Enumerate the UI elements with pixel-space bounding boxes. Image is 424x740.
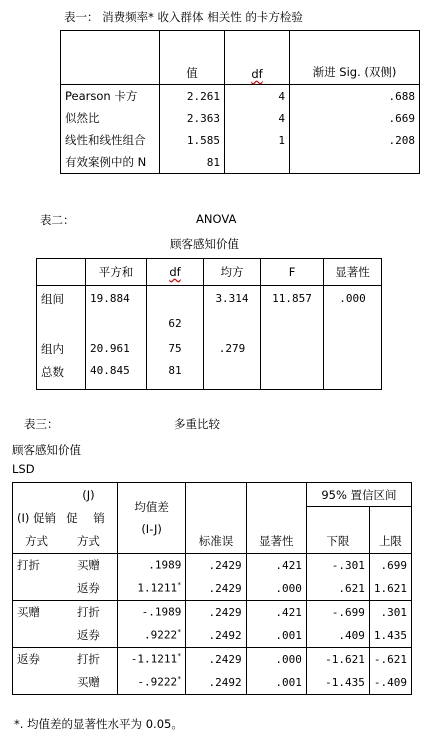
cell-f	[261, 312, 324, 336]
cell-f	[261, 336, 324, 362]
diff-value: .9222	[143, 628, 178, 642]
cell-df	[225, 151, 290, 174]
cell-sig: .421	[246, 600, 306, 624]
diff-star: *	[177, 652, 182, 661]
header-i-top	[13, 483, 61, 507]
table-row	[37, 336, 382, 362]
header-upper: 上限	[369, 507, 411, 554]
diff-value: -1.1211	[130, 652, 178, 666]
cell-sig	[290, 151, 420, 174]
table-row	[13, 577, 412, 601]
cell-sig	[324, 312, 382, 336]
table2-title: ANOVA	[196, 212, 237, 226]
header-empty	[61, 31, 160, 85]
cell-f	[261, 362, 324, 390]
header-i-mark: (I)	[17, 511, 30, 525]
diff-star: *	[177, 628, 182, 637]
cell-diff	[117, 553, 185, 577]
cell-i: 返券	[13, 647, 61, 671]
footnote: *. 均值差的显著性水平为 0.05。	[14, 717, 183, 731]
header-j-char1: 促	[66, 511, 84, 525]
header-empty	[37, 259, 86, 286]
diff-value: -.1989	[141, 605, 182, 619]
row-label: 有效案例中的 N	[61, 151, 160, 174]
chi-square-table	[60, 30, 420, 174]
header-sig: 显著性	[324, 259, 382, 286]
cell-diff	[117, 577, 185, 601]
cell-j: 买赠	[60, 553, 117, 577]
cell-sig: .001	[246, 671, 306, 695]
header-i-line2: 方式	[13, 530, 61, 554]
cell-diff	[117, 624, 185, 648]
cell-df: 1	[225, 129, 290, 151]
header-f: F	[261, 259, 324, 286]
header-mean-diff	[117, 483, 185, 554]
cell-sig: .000	[324, 286, 382, 312]
table-row	[61, 151, 420, 174]
table3-label: 表三：	[24, 417, 59, 431]
header-sig: 渐进 Sig. (双侧)	[290, 31, 420, 85]
cell-se: .2492	[186, 624, 246, 648]
table2-subtitle: 顾客感知价值	[170, 237, 239, 251]
cell-sig: .421	[246, 553, 306, 577]
cell-lower: -1.621	[306, 647, 369, 671]
row-label: 组内	[37, 336, 86, 362]
cell-sig: .000	[246, 647, 306, 671]
multiple-comparisons-table	[12, 482, 412, 695]
cell-se: .2429	[186, 647, 246, 671]
row-label: 组间	[37, 286, 86, 312]
header-j-char2: 销	[93, 511, 111, 525]
header-value: 值	[160, 31, 225, 85]
row-label	[37, 312, 86, 336]
table-row	[13, 647, 412, 671]
cell-value: 2.261	[160, 85, 225, 108]
cell-ms	[204, 362, 261, 390]
header-mean-diff-label: 均值差	[134, 499, 169, 514]
cell-j: 打折	[60, 647, 117, 671]
cell-upper: -.409	[369, 671, 411, 695]
table-row	[37, 312, 382, 336]
cell-df: 75	[147, 336, 204, 362]
header-mean-diff-sub: (I-J)	[141, 521, 162, 536]
cell-df: 4	[225, 107, 290, 129]
cell-ms	[204, 312, 261, 336]
cell-sig	[324, 336, 382, 362]
diff-value: 1.1211	[137, 581, 178, 595]
diff-value: .1989	[148, 558, 182, 572]
cell-j: 返券	[60, 624, 117, 648]
header-i-line1	[13, 507, 61, 530]
header-df: df	[147, 259, 204, 286]
header-se: 标准误	[186, 483, 246, 554]
table-row	[13, 671, 412, 695]
cell-upper: -.621	[369, 647, 411, 671]
cell-upper: 1.621	[369, 577, 411, 601]
cell-i: 买赠	[13, 600, 61, 624]
table-row	[37, 362, 382, 390]
cell-lower: .409	[306, 624, 369, 648]
cell-value: 1.585	[160, 129, 225, 151]
cell-sig: .688	[290, 85, 420, 108]
cell-se: .2429	[186, 577, 246, 601]
table-row	[61, 107, 420, 129]
cell-f: 11.857	[261, 286, 324, 312]
table3-dependent-variable: 顾客感知价值	[12, 443, 81, 457]
cell-upper: 1.435	[369, 624, 411, 648]
cell-sig	[324, 362, 382, 390]
header-j-line1: (J)	[60, 483, 117, 507]
cell-ms: 3.314	[204, 286, 261, 312]
row-label: Pearson 卡方	[61, 85, 160, 108]
cell-value: 81	[160, 151, 225, 174]
cell-sig: .000	[246, 577, 306, 601]
table-header-row	[61, 31, 420, 85]
cell-i	[13, 624, 61, 648]
cell-lower: -.699	[306, 600, 369, 624]
cell-se: .2429	[186, 600, 246, 624]
cell-ss	[86, 312, 147, 336]
cell-upper: .699	[369, 553, 411, 577]
table-row	[37, 286, 382, 312]
table-row	[61, 85, 420, 108]
header-j-line2	[60, 507, 117, 530]
cell-ms: .279	[204, 336, 261, 362]
cell-upper: .301	[369, 600, 411, 624]
row-label: 总数	[37, 362, 86, 390]
cell-diff	[117, 647, 185, 671]
cell-lower: -.301	[306, 553, 369, 577]
cell-j: 返券	[60, 577, 117, 601]
diff-value: -.9222	[137, 675, 178, 689]
cell-diff	[117, 600, 185, 624]
table-row	[13, 553, 412, 577]
table-header-row	[13, 483, 412, 507]
header-sig: 显著性	[246, 483, 306, 554]
cell-lower: .621	[306, 577, 369, 601]
cell-diff	[117, 671, 185, 695]
cell-j: 买赠	[60, 671, 117, 695]
table-row	[13, 624, 412, 648]
header-j-line3: 方式	[60, 530, 117, 554]
cell-ss: 20.961	[86, 336, 147, 362]
table-header-row	[37, 259, 382, 286]
cell-sig: .669	[290, 107, 420, 129]
table3-title: 多重比较	[174, 417, 220, 431]
cell-df: 62	[147, 312, 204, 336]
cell-lower: -1.435	[306, 671, 369, 695]
cell-i: 打折	[17, 558, 40, 572]
row-label: 似然比	[61, 107, 160, 129]
table1-title: 表一： 消费频率* 收入群体 相关性 的卡方检验	[64, 10, 303, 24]
cell-i	[13, 577, 61, 601]
row-label: 线性和线性组合	[61, 129, 160, 151]
cell-j: 打折	[60, 600, 117, 624]
header-ci: 95% 置信区间	[306, 483, 411, 507]
cell-ss: 40.845	[86, 362, 147, 390]
table2-label: 表二：	[40, 213, 75, 227]
header-ms: 均方	[204, 259, 261, 286]
diff-star: *	[177, 581, 182, 590]
cell-df: 4	[225, 85, 290, 108]
cell-ss: 19.884	[86, 286, 147, 312]
anova-table	[36, 258, 382, 390]
cell-i	[13, 671, 61, 695]
cell-sig: .208	[290, 129, 420, 151]
header-ss: 平方和	[86, 259, 147, 286]
table-row	[13, 600, 412, 624]
cell-sig: .001	[246, 624, 306, 648]
table3-method: LSD	[12, 462, 35, 476]
diff-star: *	[177, 675, 182, 684]
cell-df: 81	[147, 362, 204, 390]
cell-df	[147, 286, 204, 312]
cell-se: .2429	[186, 553, 246, 577]
cell-se: .2492	[186, 671, 246, 695]
header-df: df	[225, 31, 290, 85]
table-row	[61, 129, 420, 151]
header-lower: 下限	[306, 507, 369, 554]
cell-value: 2.363	[160, 107, 225, 129]
header-i-label: 促销	[33, 511, 57, 525]
